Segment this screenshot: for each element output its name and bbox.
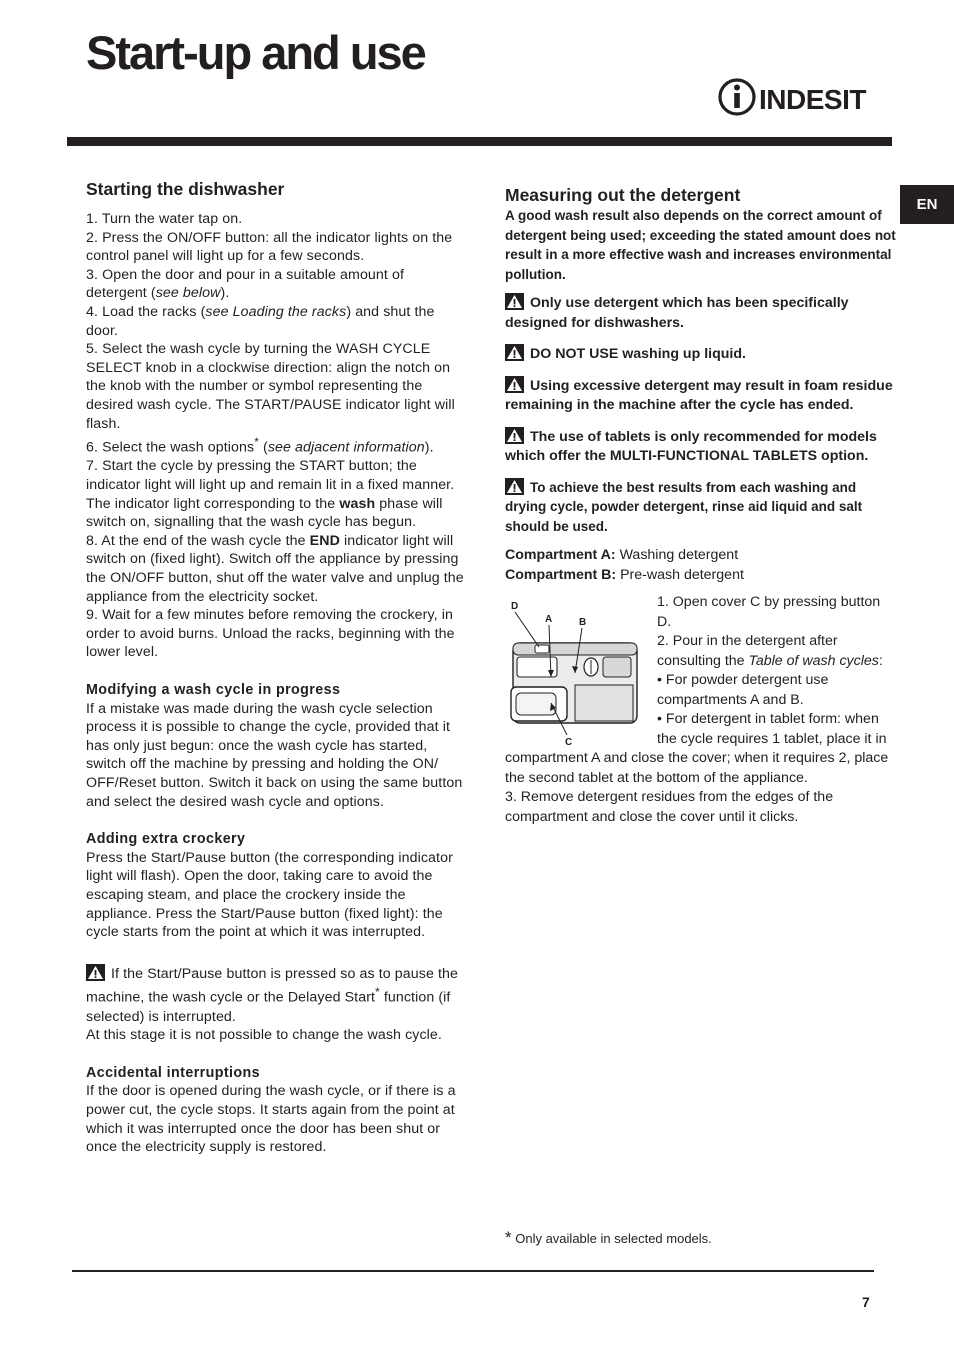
warning-1: Only use detergent which has been specifically designed for dishwashers.	[505, 295, 849, 331]
footer-rule	[72, 1270, 874, 1272]
pause-note: At this stage it is not possible to change the wash cycle.	[86, 1027, 442, 1044]
compartment-b: Compartment B: Pre-wash detergent	[505, 567, 744, 583]
accidental-text: If the door is opened during the wash cycle, or if there is a power cut, the cycle stops. It starts again from the point at which it was interrupted once the door has been shut or once the electricity supply is restored.	[86, 1083, 456, 1156]
header-rule	[67, 137, 892, 146]
warning-icon	[86, 964, 105, 981]
warning-5: To achieve the best results from each washing and drying cycle, powder detergent, rinse aid liquid and salt should be used.	[505, 479, 863, 534]
footnote: * Only available in selected models.	[505, 1228, 712, 1247]
modifying-text: If a mistake was made during the wash cycle selection process it is possible to change the cycle, provided that it has only just begun: once the wash cycle has started, switch off the machine by pressing and holding the ON/ OFF/Reset button. Switch it back on using the same button and select the desired wash cycle and options.	[86, 700, 463, 810]
step-1: 1. Turn the water tap on.	[86, 211, 243, 227]
adding-heading: Adding extra crockery	[86, 831, 246, 848]
step-8: 8. At the end of the wash cycle the END indicator light will switch on (fixed light). Switch off the appliance by pressing the ON/OFF button, shut off the water valve and unplug the appliance from the electricity socket.	[86, 532, 464, 605]
left-column	[86, 178, 466, 1157]
instruction-1: 1. Open cover C by pressing button D.	[657, 594, 881, 630]
modifying-heading: Modifying a wash cycle in progress	[86, 681, 341, 698]
label-d: D	[511, 601, 519, 612]
warning-2: DO NOT USE washing up liquid.	[505, 344, 897, 365]
warning-4: The use of tablets is only recommended for models which offer the MULTI-FUNCTIONAL TABLETS option.	[505, 428, 877, 464]
step-3: 3. Open the door and pour in a suitable amount of detergent (see below).	[86, 266, 405, 302]
warning-icon	[505, 344, 524, 361]
logo-wordmark: INDESIT	[759, 84, 866, 115]
page-title: Start-up and use	[86, 26, 425, 79]
step-7: 7. Start the cycle by pressing the START button; the indicator light will light up and remain lit in a fixed manner. The indicator light corresponding to the wash phase will switch on, signalling that the wash cycle has begun.	[86, 458, 455, 531]
page-number: 7	[862, 1294, 870, 1310]
bullet-powder: • For powder detergent use compartments A and B.	[657, 672, 829, 708]
instruction-3: 3. Remove detergent residues from the edges of the compartment and close the cover until it clicks.	[505, 789, 834, 825]
detergent-heading: Measuring out the detergent	[505, 185, 741, 205]
pause-warning: If the Start/Pause button is pressed so as to pause the machine, the wash cycle or the Delayed Start* function (if selected) is interrupted.	[86, 965, 458, 1025]
label-a: A	[545, 614, 553, 625]
adding-text: Press the Start/Pause button (the corresponding indicator light will flash). Open the door, taking care to avoid the escaping steam, and place the crockery inside the appliance. Press the Start/Pause button (fixed light): the cycle starts from the point at which it was interrupted.	[86, 849, 453, 941]
warning-3: Using excessive detergent may result in foam residue remaining in the machine after the cycle has ended.	[505, 377, 893, 413]
starting-heading: Starting the dishwasher	[86, 179, 285, 199]
label-c: C	[565, 737, 573, 747]
step-5: 5. Select the wash cycle by turning the WASH CYCLE SELECT knob in a clockwise direction: align the notch on the knob with the number or symbol representing the desired wash cycle. The START/PAUSE indicator light will flash.	[86, 341, 455, 432]
step-4: 4. Load the racks (see Loading the racks) and shut the door.	[86, 303, 435, 339]
language-tab: EN	[900, 185, 954, 224]
step-9: 9. Wait for a few minutes before removing the crockery, in order to avoid burns. Unload the racks, beginning with the lower level.	[86, 607, 455, 661]
bullet-tablet: • For detergent in tablet form: when the cycle requires 1 tablet, place it in compartment A and close the cover; when it requires 2, place the second tablet at the bottom of the appliance.	[505, 711, 889, 786]
warning-icon	[505, 293, 524, 310]
detergent-intro: A good wash result also depends on the correct amount of detergent being used; exceeding the stated amount does not result in a more effective wash and increases environmental pollution.	[505, 208, 896, 282]
detergent-dispenser-diagram	[505, 595, 645, 747]
step-2: 2. Press the ON/OFF button: all the indicator lights on the control panel will light up for a few seconds.	[86, 229, 453, 265]
warning-icon	[505, 427, 524, 444]
warning-icon	[505, 376, 524, 393]
warning-icon	[505, 478, 524, 495]
right-column	[505, 184, 897, 827]
label-b: B	[579, 617, 587, 628]
accidental-heading: Accidental interruptions	[86, 1064, 261, 1081]
instruction-2: 2. Pour in the detergent after consulting the Table of wash cycles:	[657, 633, 883, 669]
compartment-a: Compartment A: Washing detergent	[505, 547, 739, 563]
step-6: 6. Select the wash options* (see adjacent information).	[86, 435, 434, 456]
indesit-logo	[718, 76, 868, 118]
